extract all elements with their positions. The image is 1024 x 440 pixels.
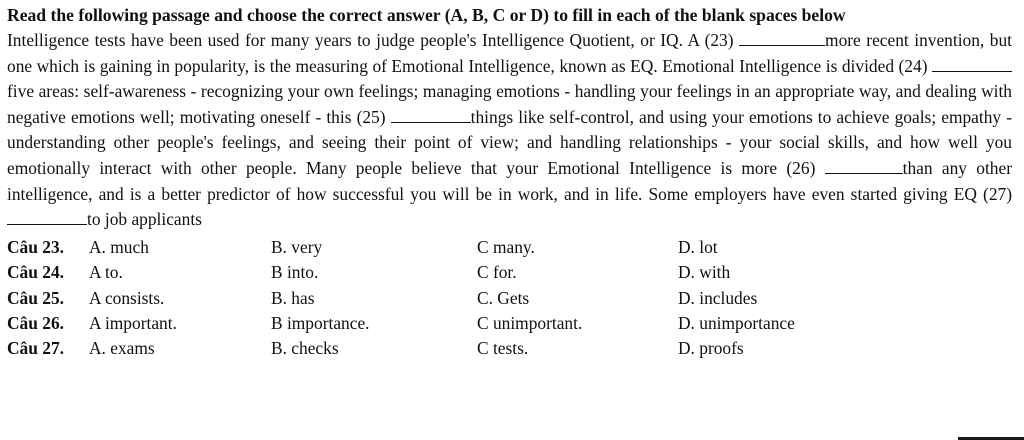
passage-text-3: five areas: self-awareness - recognizing your own feelings; managing emotions - handling your feelings in an appropriate way, and dealing with negative emotions well; motivating oneself - this (25) [7,81,1012,127]
question-row-23 [7,235,1012,260]
question-number: Câu 25. [7,287,65,308]
passage-text-1: Intelligence tests have been used for many years to judge people's Intelligence Quotient, or IQ. A (23) [7,30,740,50]
question-row-25 [7,286,1012,311]
option-d: D. includes [678,287,758,308]
instruction-heading: Read the following passage and choose the correct answer (A, B, C or D) to fill in each of the blank spaces below [7,5,846,25]
question-list [7,235,1012,362]
blank-24 [932,56,1012,72]
option-d: D. with [678,262,731,283]
blank-25 [391,107,471,123]
document-page [7,3,1012,362]
option-c: C for. [477,262,517,283]
question-number: Câu 27. [7,338,65,359]
option-c: C unimportant. [477,312,583,333]
option-d: D. proofs [678,338,744,359]
passage-text-6: to job applicants [87,209,202,230]
passage-text-4: things like self-control, and using your emotions to achieve goals; empathy - understanding other people's feelings, and seeing their point of view; and handling relationships - your social skills, and how well you emotionally interact with other people. Many people believe that your Emotional Intelligence is more (26) [7,106,1013,178]
option-c: C many. [477,236,535,257]
option-b: B importance. [271,312,370,333]
question-number: Câu 26. [7,312,65,333]
passage-text-5: than any other intelligence, and is a better predictor of how successful you will be in work, and in life. Some employers have even started giving EQ (27) [7,157,1012,204]
option-a: A. exams [89,338,155,359]
blank-27 [7,209,87,225]
option-a: A important. [89,312,177,333]
question-row-24 [7,260,1012,285]
blank-23 [739,30,825,46]
reading-passage [7,28,1012,233]
option-b: B. checks [271,338,339,359]
question-number: Câu 24. [7,262,65,283]
passage-text-2: more recent invention, but one which is gaining in popularity, is the measuring of Emotional Intelligence, known as EQ. Emotional Intelligence is divided (24) [7,30,1012,76]
option-a: A. much [89,236,149,257]
option-b: B into. [271,262,319,283]
question-row-27 [7,336,1012,361]
option-d: D. unimportance [678,312,795,333]
question-row-26 [7,311,1012,336]
option-b: B. very [271,236,323,257]
question-number: Câu 23. [7,236,65,257]
option-d: D. lot [678,236,718,257]
option-b: B. has [271,287,315,308]
option-a: A to. [89,262,123,283]
option-c: C. Gets [477,287,530,308]
option-c: C tests. [477,338,529,359]
blank-26 [825,158,903,174]
option-a: A consists. [89,287,165,308]
